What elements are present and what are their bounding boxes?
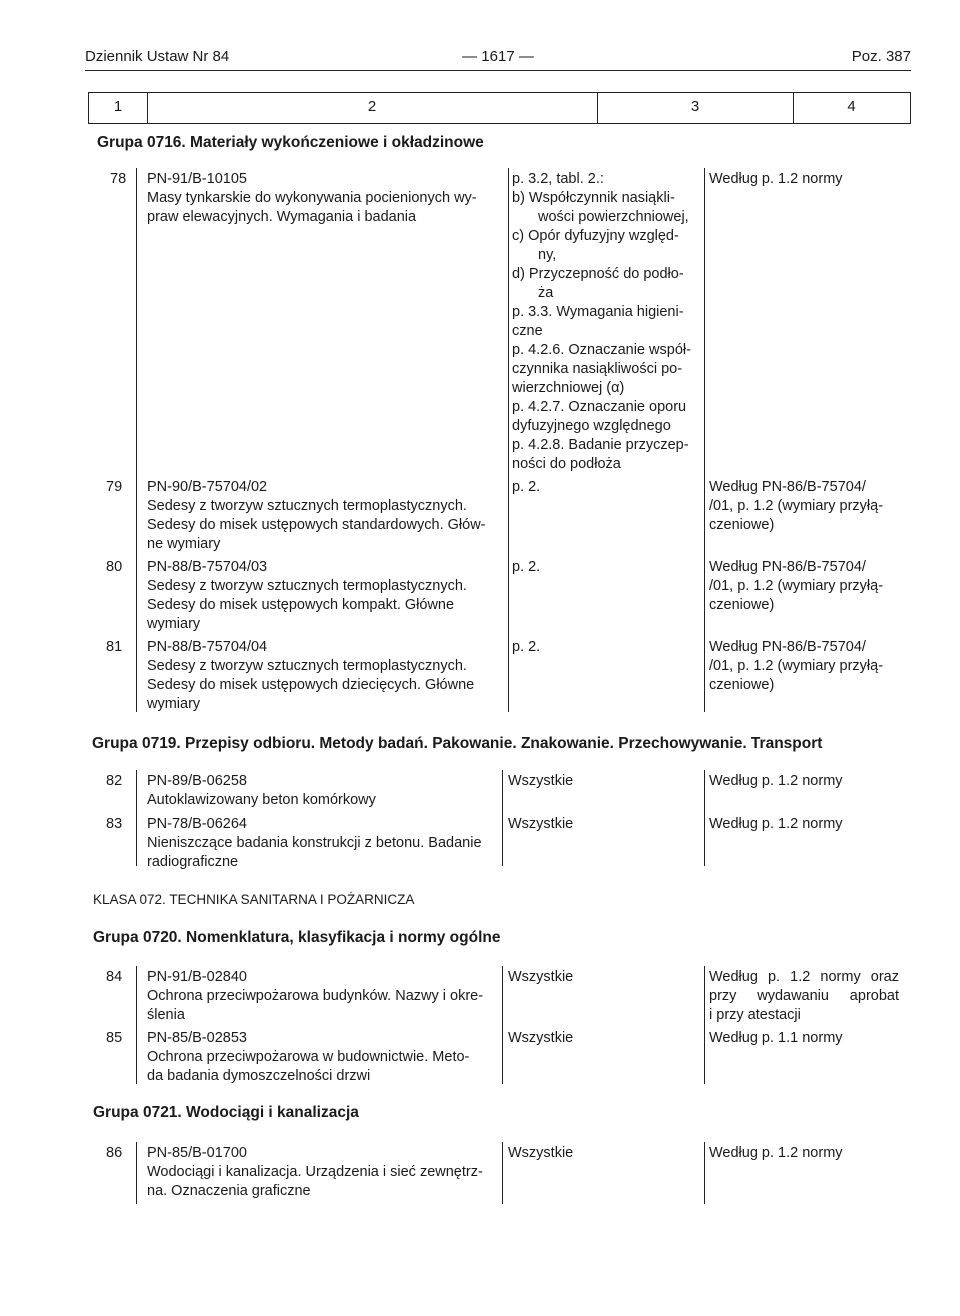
standard-title-line: Wodociągi i kanalizacja. Urządzenia i sieć zewnętrz- [147, 1164, 483, 1180]
scope-line: czne [512, 323, 543, 339]
standard-code: PN-91/B-10105 [147, 171, 247, 187]
position-number: Poz. 387 [851, 48, 911, 65]
scope-line: p. 2. [512, 559, 541, 575]
scope-line: Wszystkie [508, 969, 574, 985]
journal-title: Dziennik Ustaw Nr 84 [85, 48, 230, 65]
row-81-note [709, 638, 909, 695]
standard-title-line: Autoklawizowany beton komórkowy [147, 792, 376, 808]
row-number-81: 81 [106, 639, 123, 655]
standard-title-line: radiograficzne [147, 854, 239, 870]
scope-line: Wszystkie [508, 773, 574, 789]
note-line: czeniowe) [709, 677, 775, 693]
column-header-3: 3 [690, 98, 700, 115]
scope-line: p. 2. [512, 639, 541, 655]
scope-line: Wszystkie [508, 1145, 574, 1161]
column-rule-1 [136, 1142, 137, 1204]
scope-line: ności do podłoża [512, 456, 621, 472]
row-78-standard [147, 170, 499, 227]
row-82-scope [508, 772, 698, 791]
note-line: Według p. 1.2 normy [709, 1145, 843, 1161]
note-line: /01, p. 1.2 (wymiary przyłą- [709, 498, 884, 514]
scope-line: p. 3.2, tabl. 2.: [512, 171, 604, 187]
standard-code: PN-89/B-06258 [147, 773, 247, 789]
page-number: — 1617 — [462, 48, 534, 65]
scope-line: p. 4.2.8. Badanie przyczep- [512, 437, 689, 453]
row-85-standard [147, 1029, 497, 1086]
column-rule-1 [136, 168, 137, 712]
group-heading-0716: Grupa 0716. Materiały wykończeniowe i okładzinowe [97, 134, 484, 151]
row-number-78: 78 [110, 171, 127, 187]
row-79-note [709, 478, 909, 535]
standard-code: PN-85/B-01700 [147, 1145, 247, 1161]
row-number-83: 83 [106, 816, 123, 832]
row-86-note [709, 1144, 909, 1163]
row-83-note [709, 815, 909, 834]
standard-code: PN-85/B-02853 [147, 1030, 247, 1046]
row-83-standard [147, 815, 497, 872]
note-line: czeniowe) [709, 517, 775, 533]
standard-code: PN-91/B-02840 [147, 969, 247, 985]
standard-title-line: Nieniszczące badania konstrukcji z betonu. Badanie [147, 835, 482, 851]
scope-line: p. 3.3. Wymagania higieni- [512, 304, 684, 320]
row-number-79: 79 [106, 479, 123, 495]
standard-title-line: Sedesy do misek ustępowych standardowych. Głów- [147, 517, 486, 533]
row-number-84: 84 [106, 969, 123, 985]
group-heading-0720: Grupa 0720. Nomenklatura, klasyfikacja i normy ogólne [93, 929, 501, 946]
column-header-2: 2 [367, 98, 377, 115]
group-heading-0719: Grupa 0719. Przepisy odbioru. Metody badań. Pakowanie. Znakowanie. Przechowywanie. Transport [92, 735, 823, 752]
standard-title-line: Sedesy z tworzyw sztucznych termoplastycznych. [147, 498, 467, 514]
standard-code: PN-88/B-75704/03 [147, 559, 268, 575]
column-rule-3 [704, 966, 705, 1084]
standard-title-line: Ochrona przeciwpożarowa budynków. Nazwy i okre- [147, 988, 484, 1004]
standard-code: PN-88/B-75704/04 [147, 639, 268, 655]
standard-title-line: wymiary [147, 696, 201, 712]
row-81-standard [147, 638, 499, 714]
row-number-82: 82 [106, 773, 123, 789]
row-78-note [709, 170, 909, 189]
column-rule-2 [502, 1142, 503, 1204]
row-80-standard [147, 558, 499, 634]
scope-line: p. 4.2.6. Oznaczanie współ- [512, 342, 691, 358]
standard-title-line: na. Oznaczenia graficzne [147, 1183, 311, 1199]
scope-line: czynnika nasiąkliwości po- [512, 361, 683, 377]
standard-code: PN-78/B-06264 [147, 816, 247, 832]
row-79-scope [512, 478, 700, 497]
row-85-note [709, 1029, 909, 1048]
class-heading-072: KLASA 072. TECHNIKA SANITARNA I POŻARNICZA [93, 892, 415, 907]
standard-title-line: ne wymiary [147, 536, 221, 552]
scope-line: Wszystkie [508, 816, 574, 832]
column-rule-1 [136, 966, 137, 1084]
standard-title-line: wymiary [147, 616, 201, 632]
column-rule-2 [502, 770, 503, 866]
row-84-scope [508, 968, 698, 987]
column-header-row [88, 92, 911, 124]
column-rule-1 [136, 770, 137, 866]
row-86-standard [147, 1144, 497, 1201]
column-rule-2 [508, 168, 509, 712]
standard-title-line: Sedesy z tworzyw sztucznych termoplastycznych. [147, 578, 467, 594]
note-line: czeniowe) [709, 597, 775, 613]
note-line: Według p. 1.2 normy [709, 816, 843, 832]
column-header-1: 1 [113, 98, 123, 115]
scope-line: p. 2. [512, 479, 541, 495]
note-line: /01, p. 1.2 (wymiary przyłą- [709, 658, 884, 674]
scope-line: c) Opór dyfuzyjny względ- [512, 228, 679, 244]
column-rule-3 [704, 770, 705, 866]
row-82-note [709, 772, 909, 791]
note-line: /01, p. 1.2 (wymiary przyłą- [709, 578, 884, 594]
header-rule [85, 70, 911, 71]
note-line: Według p. 1.2 normy [709, 773, 843, 789]
standard-title-line: Sedesy do misek ustępowych kompakt. Główne [147, 597, 455, 613]
page-header [85, 48, 911, 70]
note-line: Według p. 1.2 normy [709, 171, 843, 187]
note-line: Według PN-86/B-75704/ [709, 559, 866, 575]
column-rule-2 [502, 966, 503, 1084]
standard-title-line: ślenia [147, 1007, 185, 1023]
scope-line: dyfuzyjnego względnego [512, 418, 671, 434]
scope-line: b) Współczynnik nasiąkli- [512, 190, 675, 206]
column-rule-3 [704, 168, 705, 712]
scope-line: d) Przyczepność do podło- [512, 266, 684, 282]
row-number-85: 85 [106, 1030, 123, 1046]
note-line: przy wydawaniu aprobat [709, 988, 899, 1004]
row-86-scope [508, 1144, 698, 1163]
row-number-80: 80 [106, 559, 123, 575]
row-80-scope [512, 558, 700, 577]
scope-line: p. 4.2.7. Oznaczanie oporu [512, 399, 687, 415]
standard-title-line: Ochrona przeciwpożarowa w budownictwie. Meto- [147, 1049, 470, 1065]
standard-code: PN-90/B-75704/02 [147, 479, 268, 495]
standard-title-line: Sedesy z tworzyw sztucznych termoplastycznych. [147, 658, 467, 674]
scope-line: ny, [538, 247, 557, 263]
scope-line: wości powierzchniowej, [538, 209, 689, 225]
row-81-scope [512, 638, 700, 657]
note-line: Według p. 1.2 normy oraz [709, 969, 899, 985]
row-79-standard [147, 478, 499, 554]
note-line: Według PN-86/B-75704/ [709, 479, 866, 495]
column-header-4: 4 [847, 98, 856, 115]
row-84-standard [147, 968, 497, 1025]
note-line: i przy atestacji [709, 1007, 801, 1023]
row-83-scope [508, 815, 698, 834]
note-line: Według p. 1.1 normy [709, 1030, 843, 1046]
row-78-scope [512, 170, 700, 474]
row-84-note [709, 968, 899, 1025]
row-85-scope [508, 1029, 698, 1048]
row-80-note [709, 558, 909, 615]
scope-line: wierzchniowej (α) [512, 380, 625, 396]
row-82-standard [147, 772, 497, 810]
scope-line: Wszystkie [508, 1030, 574, 1046]
group-heading-0721: Grupa 0721. Wodociągi i kanalizacja [93, 1104, 359, 1121]
scope-line: ża [538, 285, 554, 301]
standard-title-line: Sedesy do misek ustępowych dziecięcych. Główne [147, 677, 475, 693]
column-rule-3 [704, 1142, 705, 1204]
standard-title-line: Masy tynkarskie do wykonywania pocienionych wy- [147, 190, 477, 206]
row-number-86: 86 [106, 1145, 123, 1161]
standard-title-line: da badania dymoszczelności drzwi [147, 1068, 371, 1084]
standard-title-line: praw elewacyjnych. Wymagania i badania [147, 209, 417, 225]
note-line: Według PN-86/B-75704/ [709, 639, 866, 655]
